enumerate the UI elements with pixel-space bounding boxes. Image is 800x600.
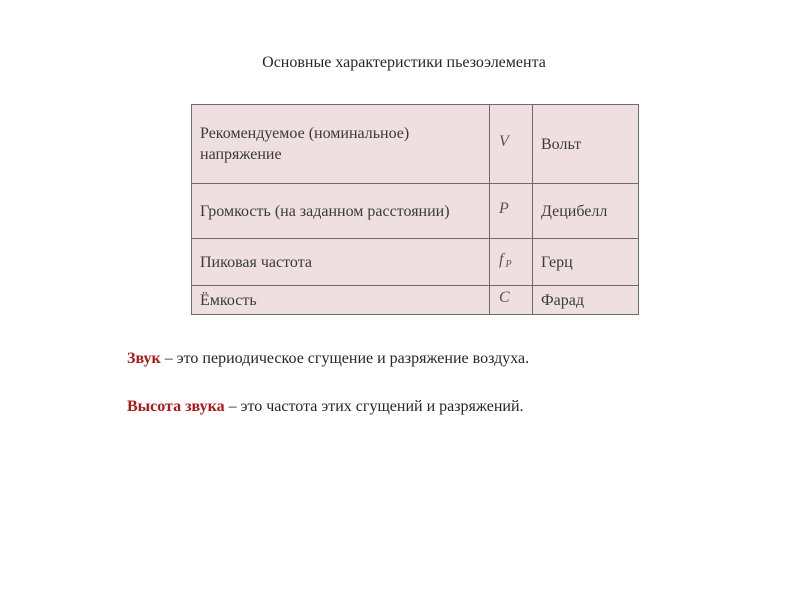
definition-text: – это частота этих сгущений и разряжений. [224, 398, 524, 415]
definition-pitch [127, 397, 524, 417]
definition-sound [127, 349, 529, 369]
property-name: Пиковая частота [192, 239, 490, 286]
property-unit: Децибелл [533, 184, 639, 239]
page-title: Основные характеристики пьезоэлемента [262, 54, 546, 71]
table-row [192, 105, 639, 184]
characteristics-table [191, 104, 639, 315]
property-name: Рекомендуемое (номинальное) напряжение [192, 105, 490, 184]
property-unit: Вольт [533, 105, 639, 184]
symbol-letter: V [499, 133, 509, 150]
table-row [192, 286, 639, 315]
symbol-letter: f [499, 251, 504, 268]
property-name: Громкость (на заданном расстоянии) [192, 184, 490, 239]
symbol-subscript: P [505, 259, 512, 270]
property-symbol [490, 239, 533, 286]
definition-term: Высота звука [127, 398, 225, 415]
property-unit: Фарад [533, 286, 639, 315]
definition-text: – это периодическое сгущение и разряжение воздуха. [160, 350, 530, 367]
symbol-letter: C [499, 289, 510, 306]
table-row [192, 239, 639, 286]
definition-term: Звук [127, 350, 161, 367]
property-name: Ёмкость [192, 286, 490, 315]
property-symbol [490, 184, 533, 239]
property-symbol [490, 105, 533, 184]
symbol-letter: P [499, 200, 509, 217]
property-symbol [490, 286, 533, 315]
table-row [192, 184, 639, 239]
property-unit: Герц [533, 239, 639, 286]
